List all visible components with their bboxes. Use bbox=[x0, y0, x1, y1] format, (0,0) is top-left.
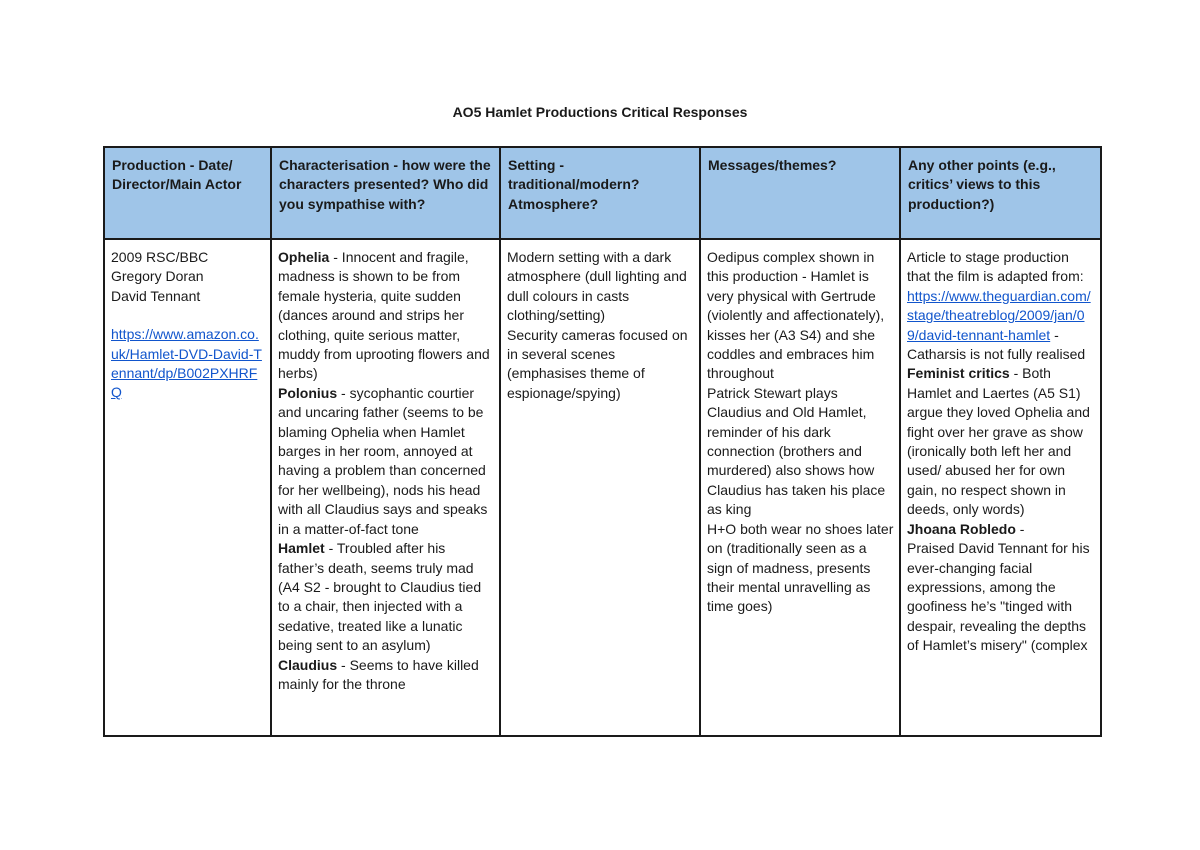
header-characterisation: Characterisation - how were the characters presented? Who did you sympathise with? bbox=[271, 147, 500, 239]
feminist-critics-text: - Both Hamlet and Laertes (A5 S1) argue they loved Ophelia and fight over her grave as show (ironically both left her and used/ abused her for own gain, no respect shown in deeds, only words) bbox=[907, 365, 1090, 518]
ophelia-label: Ophelia bbox=[278, 249, 330, 265]
claudius-description: - Seems to have killed mainly for the throne bbox=[278, 656, 479, 692]
responses-table bbox=[103, 146, 1102, 737]
ophelia-description: - Innocent and fragile, madness is shown to be from female hysteria, quite sudden (dances around and strips her clothing, quite serious matter, muddy from uprooting flowers and herbs) bbox=[278, 249, 490, 382]
critic-text: Praised David Tennant for his ever-changing facial expressions, among the goofiness he’s "tinged with despair, revealing the depths of Hamlet’s misery" (complex bbox=[907, 540, 1090, 654]
setting-cell bbox=[500, 239, 700, 736]
table-row bbox=[104, 239, 1101, 736]
themes-paragraph: Patrick Stewart plays Claudius and Old Hamlet, reminder of his dark connection (brothers and murdered) also shows how Claudius has taken his place as king bbox=[707, 384, 886, 518]
header-other-points: Any other points (e.g., critics’ views to this production?) bbox=[900, 147, 1101, 239]
document-title: AO5 Hamlet Productions Critical Responses bbox=[452, 104, 748, 120]
amazon-link[interactable]: https://www.amazon.co.uk/Hamlet-DVD-David-Tennant/dp/B002PXHRFQ bbox=[111, 326, 262, 401]
production-cell bbox=[104, 239, 271, 736]
article-note: - Catharsis is not fully realised bbox=[907, 326, 1086, 363]
themes-paragraph: Oedipus complex shown in this production - Hamlet is very physical with Gertrude (violently and affectionately), kisses her (A3 S4) and she coddles and embraces him throughout bbox=[707, 249, 885, 382]
polonius-description: - sycophantic courtier and uncaring father (seems to be blaming Ophelia when Hamlet barges in her room, annoyed at having a problem than concerned for her wellbeing), nods his head with all Claudius says and speaks in a matter-of-fact tone bbox=[278, 384, 488, 537]
guardian-link[interactable]: https://www.theguardian.com/stage/theatreblog/2009/jan/09/david-tennant-hamlet bbox=[907, 287, 1091, 343]
setting-paragraph: Modern setting with a dark atmosphere (dull lighting and dull colours in casts clothing/setting) bbox=[507, 249, 687, 324]
header-row bbox=[104, 147, 1101, 239]
critic-dash: - bbox=[1015, 520, 1025, 537]
hamlet-label: Hamlet bbox=[278, 540, 325, 557]
other-points-cell bbox=[900, 239, 1101, 736]
claudius-label: Claudius bbox=[278, 656, 338, 673]
header-setting: Setting - traditional/modern? Atmosphere? bbox=[500, 147, 700, 239]
hamlet-description: - Troubled after his father’s death, seems truly mad (A4 S2 - brought to Claudius tied to a chair, then injected with a sedative, treated like a lunatic being sent to an asylum) bbox=[278, 540, 482, 654]
header-themes: Messages/themes? bbox=[700, 147, 900, 239]
header-production: Production - Date/ Director/Main Actor bbox=[104, 147, 271, 239]
themes-cell bbox=[700, 239, 900, 736]
polonius-label: Polonius bbox=[278, 384, 338, 401]
production-director: Gregory Doran bbox=[111, 268, 204, 285]
feminist-critics-label: Feminist critics bbox=[907, 365, 1010, 382]
setting-paragraph: Security cameras focused on in several scenes (emphasises theme of espionage/spying) bbox=[507, 326, 688, 401]
article-intro: Article to stage production that the film is adapted from: bbox=[907, 249, 1084, 285]
characterisation-cell bbox=[271, 239, 500, 736]
themes-paragraph: H+O both wear no shoes later on (traditionally seen as a sign of madness, presents their mental unravelling as time goes) bbox=[707, 520, 894, 615]
production-date: 2009 RSC/BBC bbox=[111, 249, 209, 265]
critic-name: Jhoana Robledo bbox=[907, 520, 1016, 537]
production-actor: David Tennant bbox=[111, 287, 201, 304]
